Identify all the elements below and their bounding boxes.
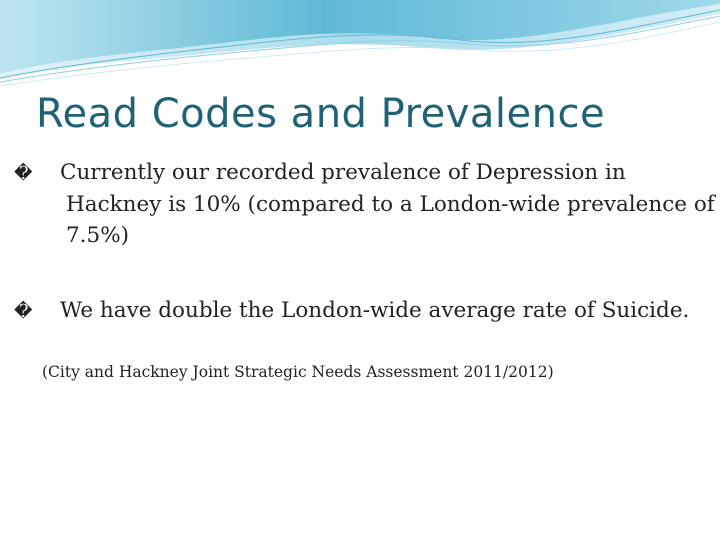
source-citation: (City and Hackney Joint Strategic Needs Assessment 2011/2012) [42,363,554,381]
header-wave-decoration [0,0,720,100]
bullet-item-depression [14,157,716,251]
bullet-marker-icon: � [14,163,33,184]
bullet-item-suicide [14,295,716,327]
bullet-text: Currently our recorded prevalence of Depression in Hackney is 10% (compared to a London-wide prevalence of 7.5%) [60,160,715,248]
bullet-text: We have double the London-wide average rate of Suicide. [60,298,690,323]
bullet-marker-icon: � [14,301,33,322]
slide-title: Read Codes and Prevalence [36,91,606,137]
